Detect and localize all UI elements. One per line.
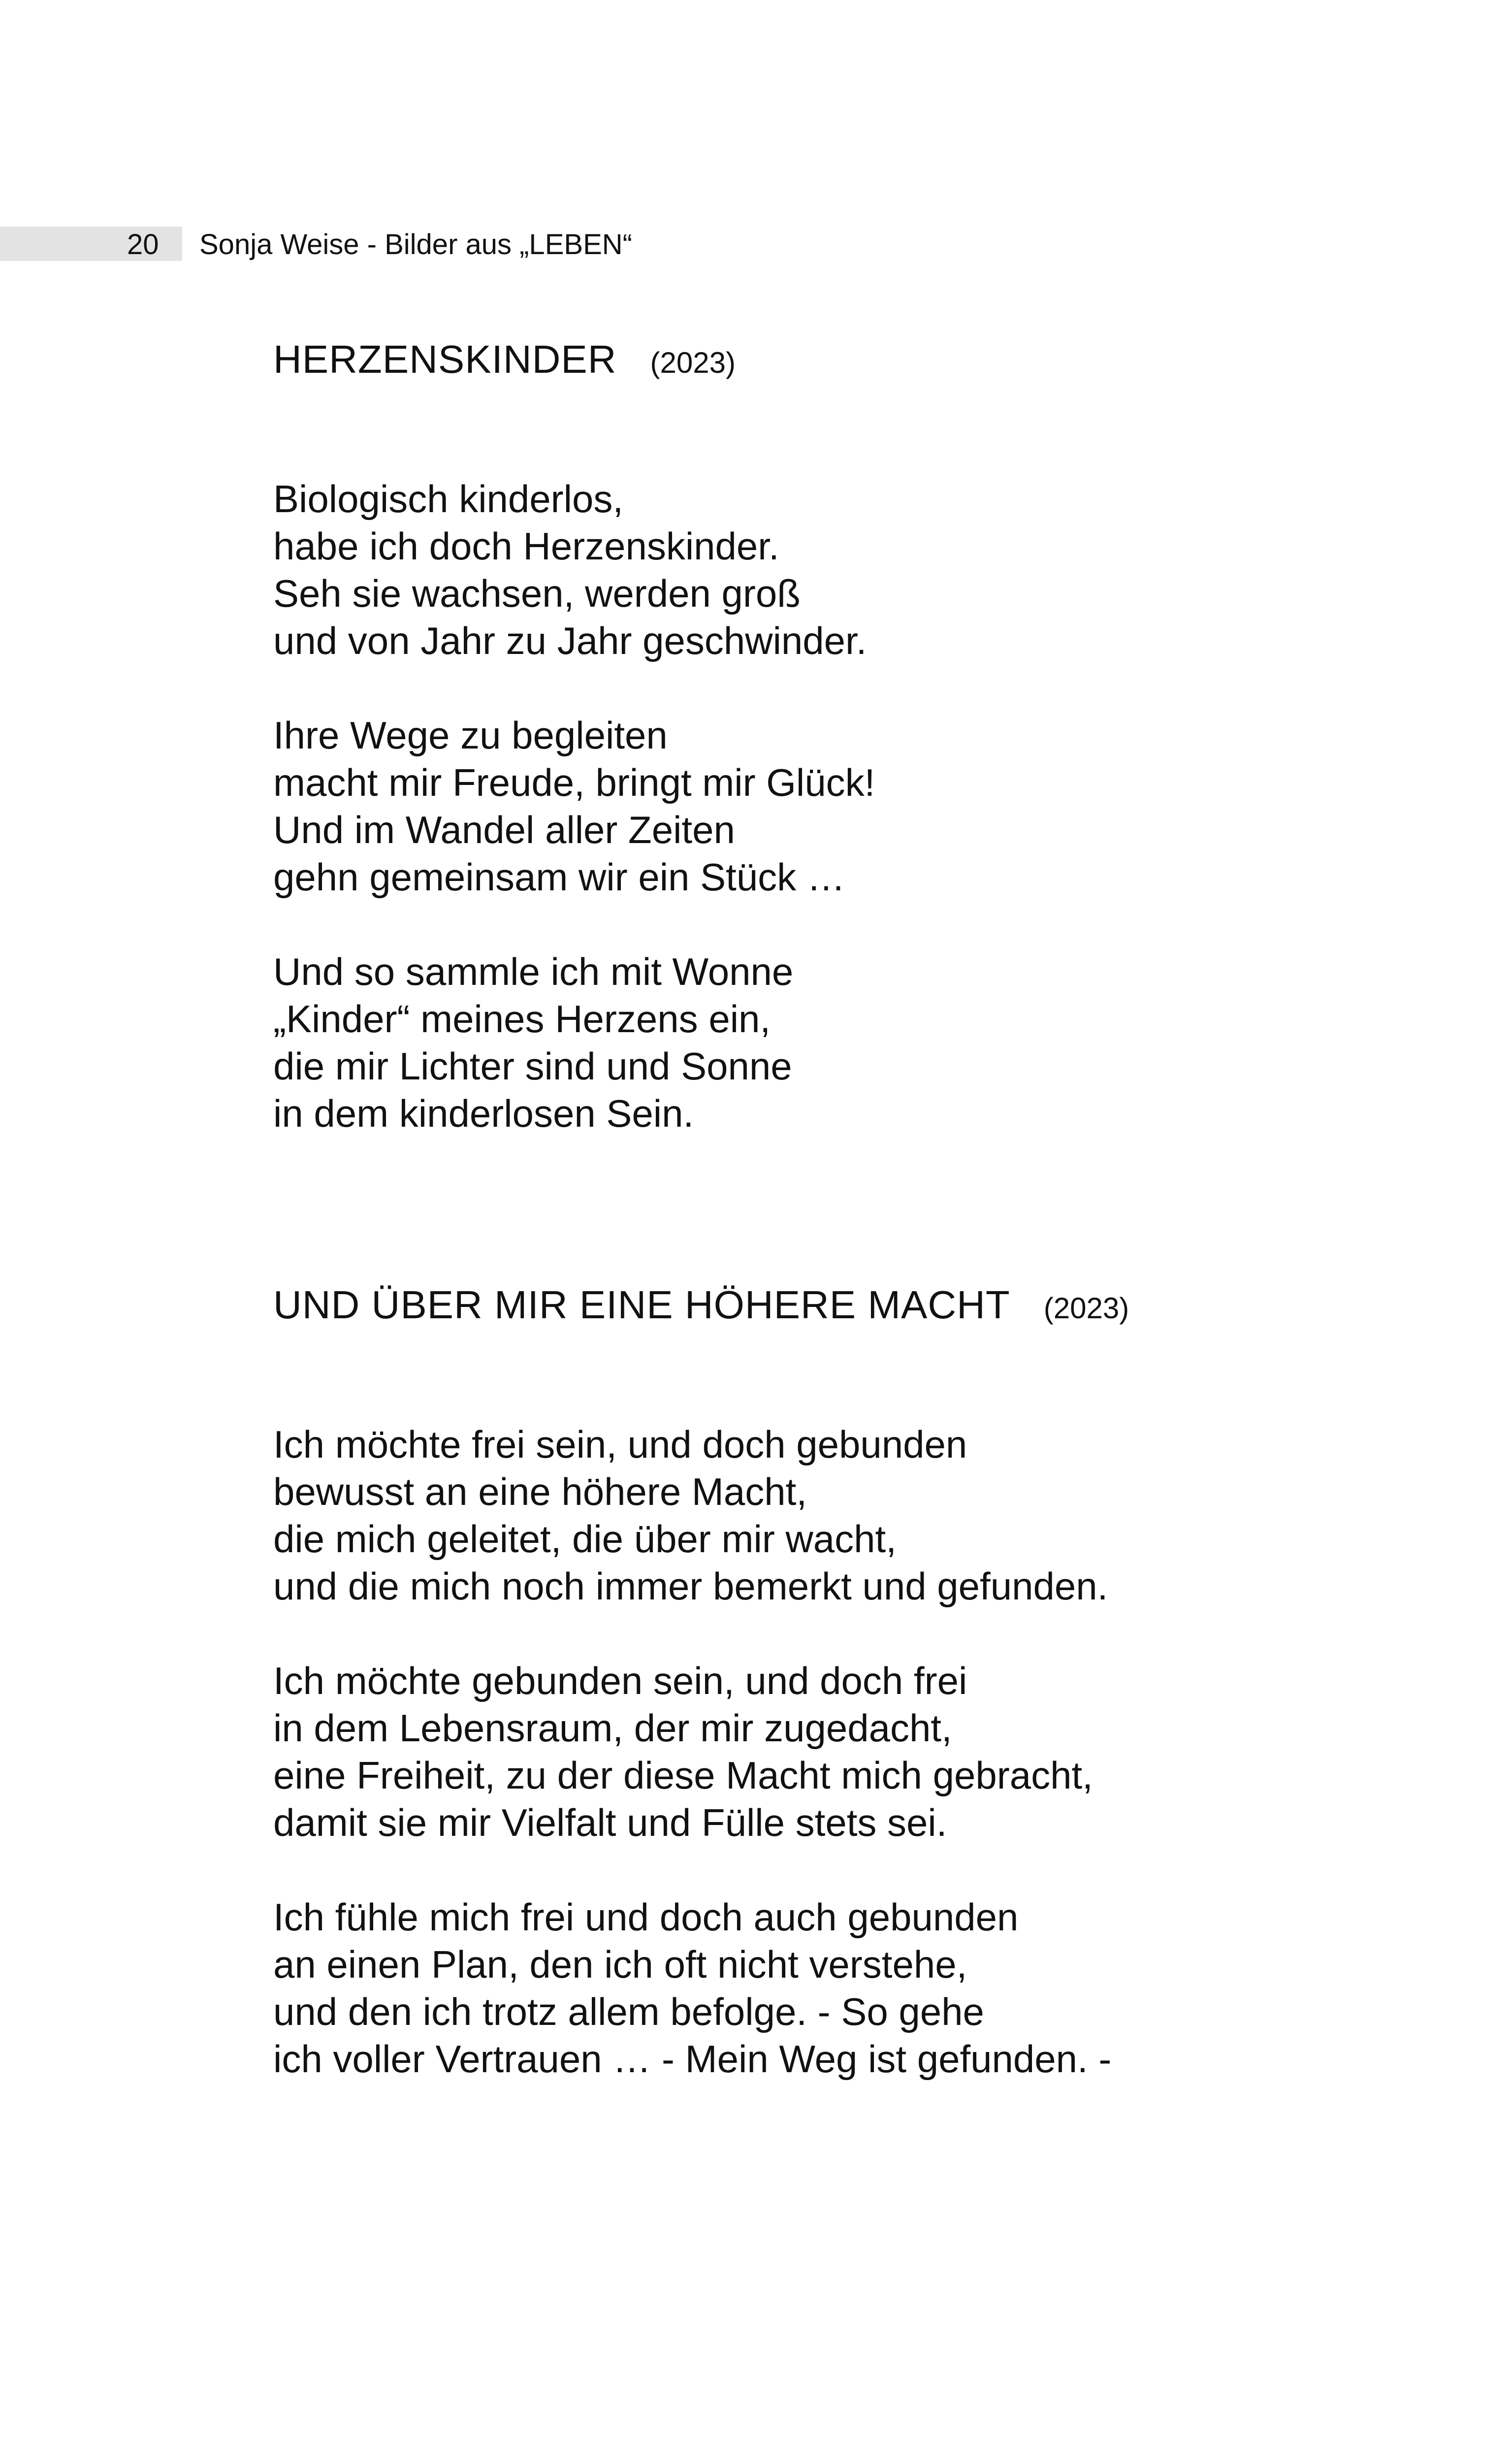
verse-line: an einen Plan, den ich oft nicht verstehe, [273, 1943, 967, 1986]
verse-line: die mich geleitet, die über mir wacht, [273, 1517, 897, 1561]
verse-line: die mir Lichter sind und Sonne [273, 1044, 792, 1088]
verse-line: „Kinder“ meines Herzens ein, [273, 997, 771, 1041]
poem-herzenskinder [273, 335, 875, 1137]
verse-line: macht mir Freude, bringt mir Glück! [273, 761, 875, 804]
verse-line: Ihre Wege zu begleiten [273, 714, 668, 757]
verse-line: ich voller Vertrauen … - Mein Weg ist gefunden. - [273, 2037, 1112, 2081]
poem-year: (2023) [650, 346, 736, 379]
poem-year: (2023) [1043, 1292, 1129, 1325]
verse-line: in dem Lebensraum, der mir zugedacht, [273, 1706, 952, 1750]
poem-title-text: UND ÜBER MIR EINE HÖHERE MACHT [273, 1283, 1010, 1327]
verse-line: und von Jahr zu Jahr geschwinder. [273, 619, 867, 662]
page-number: 20 [127, 228, 159, 261]
poem-title [273, 335, 875, 388]
running-head: Sonja Weise - Bilder aus „LEBEN“ [199, 228, 632, 261]
verse-line: Ich möchte frei sein, und doch gebunden [273, 1423, 967, 1466]
verse-line: Ich möchte gebunden sein, und doch frei [273, 1659, 967, 1702]
verse-line: Seh sie wachsen, werden groß [273, 572, 801, 615]
verse-line: Und im Wandel aller Zeiten [273, 808, 735, 851]
stanza [273, 1657, 1129, 1846]
poem-body [273, 1421, 1129, 2083]
verse-line: habe ich doch Herzenskinder. [273, 524, 779, 568]
stanza [273, 1421, 1129, 1610]
poem-body [273, 475, 875, 1137]
stanza [273, 475, 875, 664]
poem-ueber-mir-eine-hoehere-macht [273, 1280, 1129, 2083]
verse-line: damit sie mir Vielfalt und Fülle stets sei. [273, 1801, 947, 1844]
verse-line: Und so sammle ich mit Wonne [273, 950, 794, 993]
verse-line: und den ich trotz allem befolge. - So gehe [273, 1990, 984, 2033]
verse-line: in dem kinderlosen Sein. [273, 1092, 694, 1135]
stanza [273, 948, 875, 1137]
stanza [273, 712, 875, 901]
verse-line: und die mich noch immer bemerkt und gefunden. [273, 1564, 1108, 1608]
verse-line: bewusst an eine höhere Macht, [273, 1470, 807, 1513]
verse-line: Ich fühle mich frei und doch auch gebunden [273, 1895, 1019, 1939]
verse-line: eine Freiheit, zu der diese Macht mich gebracht, [273, 1754, 1093, 1797]
poem-title [273, 1280, 1129, 1333]
stanza [273, 1893, 1129, 2083]
verse-line: gehn gemeinsam wir ein Stück … [273, 855, 845, 899]
poem-title-text: HERZENSKINDER [273, 337, 617, 381]
verse-line: Biologisch kinderlos, [273, 477, 624, 521]
